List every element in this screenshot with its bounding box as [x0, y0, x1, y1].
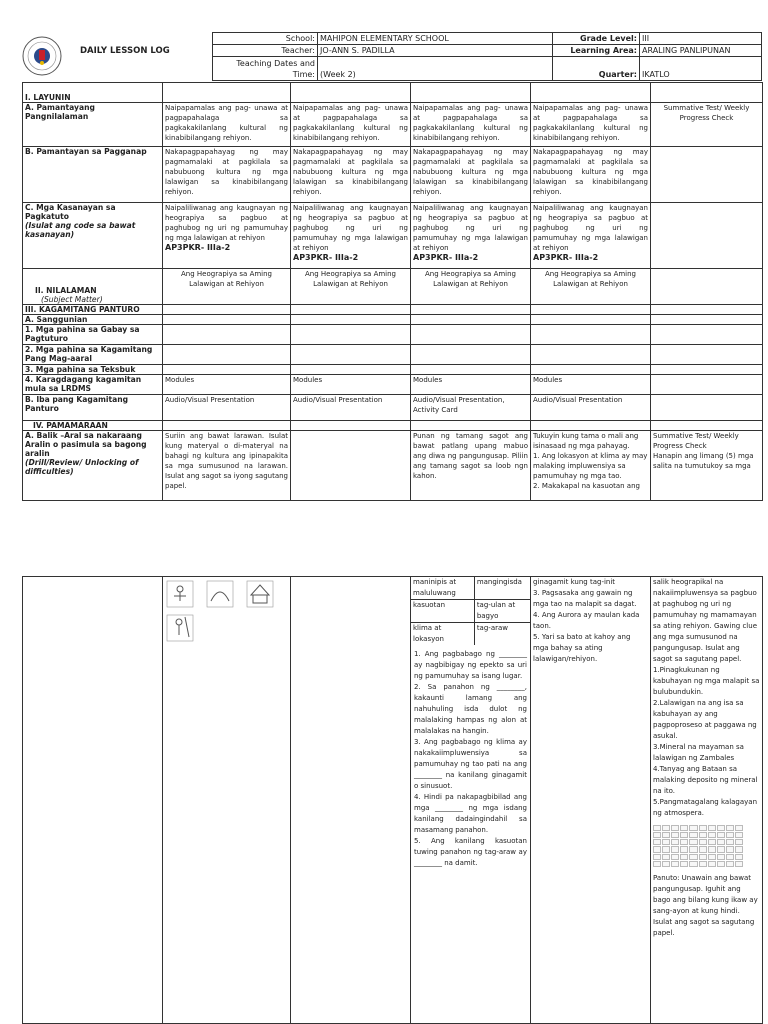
balik-text-1: Suriin ang bawat larawan. Isulat kung materyal o di-materyal na bahagi ng kultura ang ipinapakita sa mga sumusunod na larawan. Isulat ang sagot sa iyong sagutang papel.	[163, 431, 291, 501]
pamantayang-pangnilalaman-label: A. Pamantayang Pangnilalaman	[23, 103, 163, 147]
av-4: Audio/Visual Presentation	[531, 395, 651, 421]
grid-cell	[689, 861, 697, 867]
c-text-3: Naipaliliwanag ang kaugnayan ng heograpiya sa pagbuo at paghubog ng uri ng pamumuhay ng mga lalawigan at rehiyon	[413, 204, 528, 252]
grid-cell	[699, 846, 707, 852]
tf-item-0: ginagamit kung tag-init	[533, 578, 616, 586]
grid-cell	[726, 839, 734, 845]
b-text-1: Nakapagpapahayag ng may pagmamalaki at pagkilala sa nabubuong kultura ng mga lalawigan sa kinabibilangang rehiyon.	[163, 147, 291, 203]
grid-cell	[726, 861, 734, 867]
deped-seal	[22, 36, 62, 76]
grid-cell	[653, 846, 661, 852]
kagamitan-mag-label: 2. Mga pahina sa Kagamitang Pang Mag-aaral	[23, 345, 163, 365]
grid-cell	[680, 854, 688, 860]
word-1: maninipis at maluluwang	[411, 577, 474, 600]
teacher-label: Teacher:	[213, 45, 318, 57]
balik-4b: 1. Ang lokasyon at klima ay may malaking impluwensiya sa pamumuhay ng mga tao.	[533, 452, 648, 480]
c-cell-4	[531, 203, 651, 269]
b-text-2: Nakapagpapahayag ng may pagmamalaki at pagkilala sa nabubuong kultura ng mga lalawigan sa kinabibilangang rehiyon.	[291, 147, 411, 203]
grid-cell	[671, 854, 679, 860]
word-search-cell	[651, 577, 763, 1024]
balik-4c: 2. Makakapal na kasuotan ang	[533, 482, 640, 490]
c-code-3: AP3PKR- IIIa-2	[413, 253, 479, 262]
true-false-cell	[531, 577, 651, 1024]
grid-cell	[680, 832, 688, 838]
continuation-table	[22, 576, 763, 1024]
school-value: MAHIPON ELEMENTARY SCHOOL	[318, 33, 553, 45]
tf-item-5: 5. Yari sa bato at kahoy ang mga bahay sa ating lalawigan/rehiyon.	[533, 633, 631, 663]
kasanayan-subtitle: (Isulat ang code sa bawat kasanayan)	[25, 221, 136, 239]
c-code-1: AP3PKR- IIIa-2	[165, 243, 231, 252]
balik-cell-5	[651, 431, 763, 501]
document-title: DAILY LESSON LOG	[80, 46, 170, 56]
grid-cell	[689, 832, 697, 838]
grid-cell	[708, 846, 716, 852]
clue-5: 5.Pangmatagalang kalagayan ng atmospera.	[653, 798, 758, 817]
grid-cell	[671, 839, 679, 845]
grid-cell	[662, 832, 670, 838]
kasanayan-title: C. Mga Kasanayan sa Pagkatuto	[25, 203, 116, 221]
grid-cell	[708, 825, 716, 831]
grid-cell	[680, 846, 688, 852]
c-text-2: Naipaliliwanag ang kaugnayan ng heograpiya sa pagbuo at paghubog ng uri ng pamumuhay ng mga lalawigan at rehiyon	[293, 204, 408, 252]
grid-cell	[735, 861, 743, 867]
balik-5b: Hanapin ang limang (5) mga salita na tumutukoy sa mga	[653, 452, 754, 470]
grid-cell	[653, 832, 661, 838]
a-text-3: Naipapamalas ang pag- unawa at pagpapahalaga sa pagkakakilanlang kultural ng kinabibilangang rehiyon.	[411, 103, 531, 147]
quarter-value: IKATLO	[640, 57, 762, 81]
modules-1: Modules	[163, 375, 291, 395]
gabay-label: 1. Mga pahina sa Gabay sa Pagtuturo	[23, 325, 163, 345]
grid-cell	[735, 832, 743, 838]
karagdagang-label: 4. Karagdagang kagamitan mula sa LRDMS	[23, 375, 163, 395]
grid-cell	[699, 832, 707, 838]
nilalaman-text-3: Ang Heograpiya sa Aming Lalawigan at Rehiyon	[411, 269, 531, 305]
quarter-label: Quarter:	[553, 57, 640, 81]
grid-cell	[680, 861, 688, 867]
grid-cell	[671, 861, 679, 867]
grid-cell	[662, 825, 670, 831]
grid-cell	[717, 839, 725, 845]
balik-subtitle: (Drill/Review/ Unlocking of difficulties)	[25, 458, 139, 476]
iba-label: B. Iba pang Kagamitang Panturo	[23, 395, 163, 421]
a-check: Summative Test/ Weekly Progress Check	[651, 103, 763, 147]
av-2: Audio/Visual Presentation	[291, 395, 411, 421]
grid-cell	[653, 839, 661, 845]
balik-4a: Tukuyin kung tama o mali ang isinasaad ng mga pahayag.	[533, 432, 639, 450]
clue-3: 3.Mineral na mayaman sa lalawigan ng Zambales	[653, 743, 744, 762]
grid-cell	[717, 861, 725, 867]
pamamaraan-heading: IV. PAMAMARAAN	[23, 421, 163, 431]
b-text-3: Nakapagpapahayag ng may pagmamalaki at pagkilala sa nabubuong kultura ng mga lalawigan sa kinabibilangang rehiyon.	[411, 147, 531, 203]
fill-item-3: 3. Ang pagbabago ng klima ay nakakaiimpluwensiya sa pamumuhay ng tao pati na ang ________ na kanilang ginagamit o sinusuot.	[414, 738, 527, 790]
grid-cell	[708, 839, 716, 845]
grade-label: Grade Level:	[553, 33, 640, 45]
a-text-2: Naipapamalas ang pag- unawa at pagpapahalaga sa pagkakakilanlang kultural ng kinabibilangang rehiyon.	[291, 103, 411, 147]
word-search-instructions: salik heograpikal na nakaiimpluwensya sa pagbuo at paghubog ng uri ng pamumuhay ng mamamayan sa ating rehiyon. Gawing clue ang mga sumusunod na pangungusap. Isulat ang sagot sa sagutang papel.	[653, 578, 757, 663]
grid-cell	[653, 861, 661, 867]
area-label: Learning Area:	[553, 45, 640, 57]
c-cell-3	[411, 203, 531, 269]
grid-cell	[717, 832, 725, 838]
grid-cell	[671, 846, 679, 852]
av-3: Audio/Visual Presentation, Activity Card	[411, 395, 531, 421]
grid-cell	[671, 825, 679, 831]
grid-cell	[735, 825, 743, 831]
grid-cell	[717, 825, 725, 831]
modules-2: Modules	[291, 375, 411, 395]
grid-cell	[662, 861, 670, 867]
grid-cell	[689, 839, 697, 845]
grid-cell	[653, 825, 661, 831]
fill-item-1: 1. Ang pagbabago ng ________ ay nagbibigay ng epekto sa uri ng pamumuhay sa isang lugar.	[414, 650, 527, 680]
grid-cell	[653, 854, 661, 860]
nilalaman-text-1: Ang Heograpiya sa Aming Lalawigan at Rehiyon	[163, 269, 291, 305]
av-1: Audio/Visual Presentation	[163, 395, 291, 421]
grid-cell	[735, 846, 743, 852]
grid-cell	[689, 854, 697, 860]
tf-item-4: 4. Ang Aurora ay maulan kada taon.	[533, 611, 640, 630]
balik-cell-4	[531, 431, 651, 501]
teksbuk-label: 3. Mga pahina sa Teksbuk	[23, 365, 163, 375]
a-text-1: Naipapamalas ang pag- unawa at pagpapahalaga sa pagkakakilanlang kultural ng kinabibilangang rehiyon.	[163, 103, 291, 147]
fill-item-4: 4. Hindi pa nakapagbibilad ang mga ________ ng mga isdang kanilang dadaingindahil sa masamang panahon.	[414, 793, 527, 834]
fill-item-5: 5. Ang kanilang kasuotan tuwing panahon ng tag-araw ay ________ na damit.	[414, 837, 527, 867]
week-value: (Week 2)	[318, 57, 553, 81]
grid-cell	[735, 839, 743, 845]
panuto-text: Panuto: Unawain ang bawat pangungusap. Iguhit ang bago ang bilang kung ikaw ay sang-ayon at kung hindi. Isulat ang sagot sa sagutang papel.	[653, 874, 758, 937]
c-cell-1	[163, 203, 291, 269]
grid-cell	[662, 854, 670, 860]
layunin-heading: I. LAYUNIN	[23, 83, 163, 103]
grid-cell	[708, 854, 716, 860]
word-5: klima at lokasyon	[411, 623, 474, 646]
nilalaman-label	[23, 269, 163, 305]
nilalaman-subtitle: (Subject Matter)	[41, 295, 103, 304]
header-table	[212, 32, 762, 81]
grid-cell	[726, 832, 734, 838]
word-3: kasuotan	[411, 600, 474, 623]
nilalaman-text-4: Ang Heograpiya sa Aming Lalawigan at Rehiyon	[531, 269, 651, 305]
grid-cell	[699, 854, 707, 860]
grade-value: III	[640, 33, 762, 45]
grid-cell	[699, 825, 707, 831]
school-label: School:	[213, 33, 318, 45]
teacher-value: JO-ANN S. PADILLA	[318, 45, 553, 57]
grid-cell	[671, 832, 679, 838]
lesson-table	[22, 82, 763, 501]
balik-5a: Summative Test/ Weekly Progress Check	[653, 432, 739, 450]
dates-label: Teaching Dates and Time:	[213, 57, 318, 81]
balik-title: A. Balik –Aral sa nakaraang Aralin o pasimula sa bagong aralin	[25, 431, 147, 458]
c-cell-2	[291, 203, 411, 269]
sanggunian-label: A. Sanggunian	[23, 315, 163, 325]
kasanayan-label	[23, 203, 163, 269]
fill-items	[411, 649, 530, 869]
grid-cell	[662, 846, 670, 852]
grid-cell	[689, 825, 697, 831]
word-2: mangingisda	[474, 577, 530, 600]
grid-cell	[699, 839, 707, 845]
c-code-4: AP3PKR- IIIa-2	[533, 253, 599, 262]
culture-pictures-icon	[165, 577, 285, 645]
fill-blank-cell	[411, 577, 531, 1024]
fill-item-2: 2. Sa panahon ng ________, kakaunti lamang ang nahuhuling isda dulot ng malalaking hampas ng alon at malalakas na hangin.	[414, 683, 527, 735]
nilalaman-title: II. NILALAMAN	[35, 286, 97, 295]
grid-cell	[708, 861, 716, 867]
a-text-4: Naipapamalas ang pag- unawa at pagpapahalaga sa pagkakakilanlang kultural ng kinabibilangang rehiyon.	[531, 103, 651, 147]
clue-4: 4.Tanyag ang Bataan sa malaking deposito ng mineral na ito.	[653, 765, 758, 795]
grid-cell	[689, 846, 697, 852]
clue-2: 2.Lalawigan na ang isa sa kabuhayan ay ang pagpoproseso at paggawa ng asukal.	[653, 699, 757, 740]
grid-cell	[662, 839, 670, 845]
b-text-4: Nakapagpapahayag ng may pagmamalaki at pagkilala sa nabubuong kultura ng mga lalawigan sa kinabibilangang rehiyon.	[531, 147, 651, 203]
grid-cell	[735, 854, 743, 860]
area-value: ARALING PANLIPUNAN	[640, 45, 762, 57]
c-code-2: AP3PKR- IIIa-2	[293, 253, 359, 262]
grid-cell	[726, 825, 734, 831]
image-activity-cell	[163, 577, 291, 1024]
grid-cell	[680, 825, 688, 831]
tf-item-3: 3. Pagsasaka ang gawain ng mga tao na malapit sa dagat.	[533, 589, 637, 608]
c-text-1: Naipaliliwanag ang kaugnayan ng heograpiya sa pagbuo at paghubog ng uri ng pamumuhay ng mga lalawigan at rehiyon	[165, 204, 288, 242]
grid-cell	[680, 839, 688, 845]
grid-cell	[726, 846, 734, 852]
modules-3: Modules	[411, 375, 531, 395]
grid-cell	[717, 854, 725, 860]
word-6: tag-araw	[476, 624, 508, 632]
clue-1: 1.Pinagkukunan ng kabuhayan ng mga malapit sa bulubundukin.	[653, 666, 760, 696]
word-4: tag-ulan at bagyo	[474, 600, 530, 623]
balik-text-3: Punan ng tamang sagot ang bawat patlang upang mabuo ang diwa ng pangungusap. Piliin ang tamang sagot sa loob ngn kahon.	[411, 431, 531, 501]
balik-label	[23, 431, 163, 501]
c-text-4: Naipaliliwanag ang kaugnayan ng heograpiya sa pagbuo at paghubog ng uri ng pamumuhay ng mga lalawigan at rehiyon	[533, 204, 648, 252]
pamantayan-sa-pagganap-label: B. Pamantayan sa Pagganap	[23, 147, 163, 203]
nilalaman-text-2: Ang Heograpiya sa Aming Lalawigan at Rehiyon	[291, 269, 411, 305]
kagamitan-heading: III. KAGAMITANG PANTURO	[23, 305, 163, 315]
grid-cell	[717, 846, 725, 852]
grid-cell	[699, 861, 707, 867]
word-box	[411, 577, 530, 645]
modules-4: Modules	[531, 375, 651, 395]
word-search-grid	[653, 825, 743, 867]
grid-cell	[708, 832, 716, 838]
grid-cell	[726, 854, 734, 860]
